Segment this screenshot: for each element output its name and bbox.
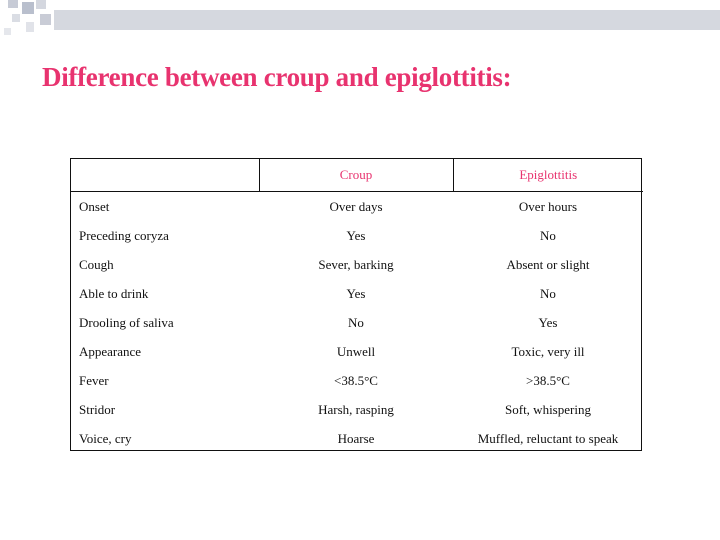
epiglottitis-cell: Absent or slight <box>506 256 590 272</box>
croup-cell: Hoarse <box>337 430 375 446</box>
table-row <box>71 192 643 222</box>
row-label: Onset <box>79 198 110 214</box>
epiglottitis-cell: No <box>540 285 556 301</box>
croup-cell: Yes <box>346 285 366 301</box>
header-epiglottitis: Epiglottitis <box>453 159 643 192</box>
table-row <box>71 308 643 337</box>
table-row <box>71 424 643 453</box>
croup-cell: Harsh, rasping <box>318 401 394 417</box>
table-row <box>71 395 643 424</box>
row-label: Fever <box>79 372 109 388</box>
decorative-squares <box>0 0 720 40</box>
epiglottitis-cell: Toxic, very ill <box>511 343 585 359</box>
row-label: Voice, cry <box>79 430 132 446</box>
table-row <box>71 337 643 366</box>
row-label: Cough <box>79 256 114 272</box>
row-label: Preceding coryza <box>79 227 169 243</box>
epiglottitis-cell: Soft, whispering <box>505 401 591 417</box>
epiglottitis-cell: Yes <box>538 314 558 330</box>
table-row <box>71 221 643 250</box>
epiglottitis-cell: Over hours <box>518 198 578 214</box>
table-row <box>71 279 643 308</box>
croup-cell: <38.5°C <box>334 372 378 388</box>
croup-cell: Unwell <box>336 343 376 359</box>
row-label: Appearance <box>79 343 142 359</box>
slide-title: Difference between croup and epiglottitis: <box>42 62 512 92</box>
header-blank-cell <box>71 159 259 192</box>
comparison-table <box>70 158 642 451</box>
table-row <box>71 366 643 395</box>
epiglottitis-cell: Muffled, reluctant to speak <box>477 430 619 446</box>
croup-cell: No <box>348 314 364 330</box>
header-croup: Croup <box>259 159 453 192</box>
table-header-row <box>71 159 643 192</box>
croup-cell: Yes <box>346 227 366 243</box>
epiglottitis-cell: >38.5°C <box>526 372 570 388</box>
croup-cell: Sever, barking <box>318 256 394 272</box>
croup-cell: Over days <box>329 198 383 214</box>
epiglottitis-cell: No <box>540 227 556 243</box>
row-label: Stridor <box>79 401 116 417</box>
row-label: Drooling of saliva <box>79 314 174 330</box>
table-row <box>71 250 643 279</box>
row-label: Able to drink <box>79 285 149 301</box>
